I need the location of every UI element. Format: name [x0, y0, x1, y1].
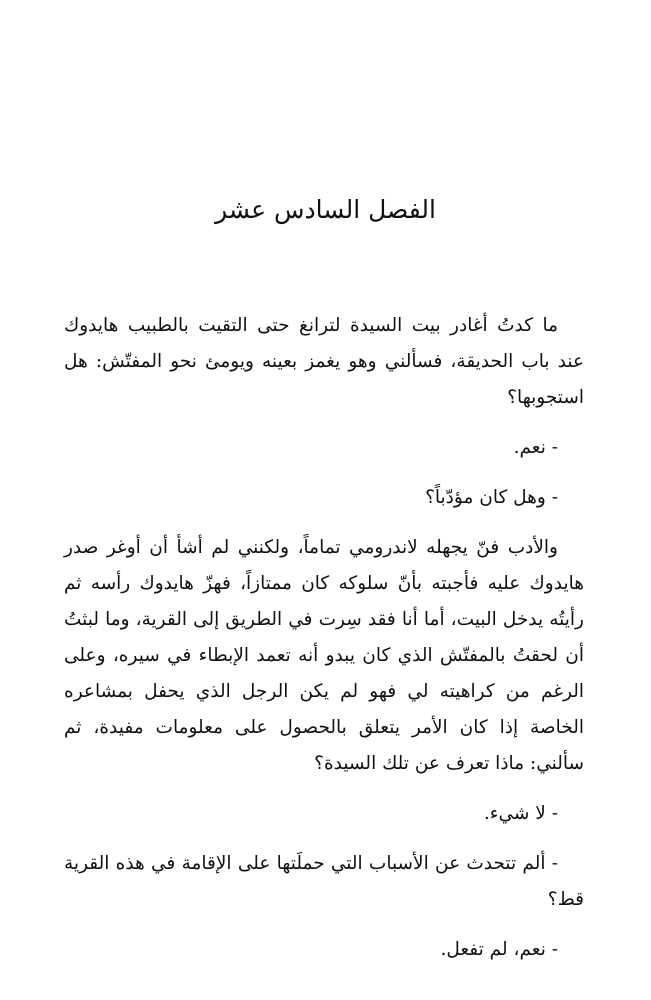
dialogue-line: - ألم تتحدث عن الأسباب التي حملَتها على الإقامة في هذه القرية قط؟ — [64, 853, 584, 910]
dialogue-line: - وهل كان مؤدّباً؟ — [425, 487, 558, 508]
chapter-body — [64, 308, 584, 982]
paragraph-narration: والأدب فنّ يجهله لاندرومي تماماً، ولكنني لم أشأ أن أوغر صدر هايدوك عليه فأجبته بأنّ سلوكه كان ممتازاً، فهزّ هايدوك رأسه ثم رأيتُه يدخل البيت، أما أنا فقد سِرت في الطريق إلى القرية، وما لبثتُ أن لحقتُ بالمفتّش الذي كان يبدو أنه تعمد الإبطاء في سيره، وعلى الرغم من كراهيته لي فهو لم يكن الرجل الذي يحفل بمشاعره الخاصة إذا كان الأمر يتعلق بالحصول على معلومات مفيدة، ثم سألني: ماذا تعرف عن تلك السيدة؟ — [64, 537, 584, 774]
dialogue-line: - نعم، لم تفعل. — [440, 939, 558, 960]
paragraph-opening: ما كدتُ أغادر بيت السيدة لترانغ حتى التقيت بالطبيب هايدوك عند باب الحديقة، فسألني وهو يغمز بعينه ويومئ نحو المفتّش: هل استجوبها؟ — [64, 315, 584, 408]
chapter-title: الفصل السادس عشر — [215, 195, 436, 224]
dialogue-line: - لا شيء. — [483, 803, 558, 824]
dialogue-line: - نعم. — [513, 437, 558, 458]
